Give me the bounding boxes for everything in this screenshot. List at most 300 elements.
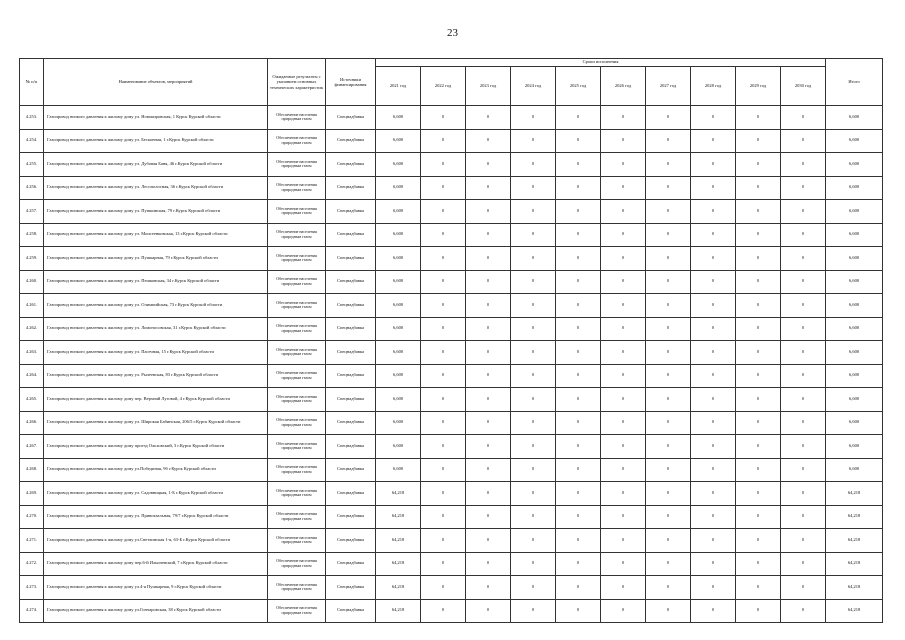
year-value: 0 xyxy=(511,552,556,576)
row-number: 4.263. xyxy=(20,341,44,365)
row-total: 6,600 xyxy=(826,270,883,294)
year-value: 0 xyxy=(421,341,466,365)
year-value: 0 xyxy=(646,153,691,177)
object-name: Газопровод низкого давления к жилому дому ул. Рылеевская, 83 г.Курск Курской области xyxy=(44,364,268,388)
row-total: 6,600 xyxy=(826,176,883,200)
year-value: 0 xyxy=(511,529,556,553)
year-value: 0 xyxy=(466,576,511,600)
year-value: 0 xyxy=(781,576,826,600)
year-value: 0 xyxy=(421,129,466,153)
year-value: 0 xyxy=(646,341,691,365)
row-number: 4.264. xyxy=(20,364,44,388)
row-total: 6,600 xyxy=(826,388,883,412)
year-value: 0 xyxy=(781,129,826,153)
funding-source: Спецнадбавка xyxy=(326,505,376,529)
year-value: 0 xyxy=(601,482,646,506)
year-value: 0 xyxy=(691,505,736,529)
year-value: 0 xyxy=(421,435,466,459)
year-value: 0 xyxy=(511,599,556,623)
year-value: 0 xyxy=(691,223,736,247)
row-total: 6,600 xyxy=(826,106,883,130)
year-value: 6,600 xyxy=(376,223,421,247)
year-value: 0 xyxy=(601,599,646,623)
row-number: 4.268. xyxy=(20,458,44,482)
year-value: 0 xyxy=(421,458,466,482)
header-year: 2028 год xyxy=(691,67,736,106)
header-year: 2022 год xyxy=(421,67,466,106)
year-value: 0 xyxy=(781,482,826,506)
year-value: 0 xyxy=(511,270,556,294)
year-value: 0 xyxy=(691,435,736,459)
object-name: Газопровод низкого давления к жилому дому ул. Широкая Бабинская, 206/5 г.Курск Курской области xyxy=(44,411,268,435)
year-value: 0 xyxy=(736,364,781,388)
year-value: 0 xyxy=(691,247,736,271)
year-value: 0 xyxy=(421,176,466,200)
year-value: 0 xyxy=(781,200,826,224)
year-value: 0 xyxy=(646,106,691,130)
year-value: 0 xyxy=(421,200,466,224)
year-value: 0 xyxy=(691,599,736,623)
funding-source: Спецнадбавка xyxy=(326,106,376,130)
table-row xyxy=(20,529,883,553)
year-value: 0 xyxy=(421,223,466,247)
row-total: 6,600 xyxy=(826,294,883,318)
year-value: 6,600 xyxy=(376,388,421,412)
header-source: Источники финансирования xyxy=(326,59,376,106)
year-value: 0 xyxy=(781,411,826,435)
expected-result: Обеспечение населения природным газом xyxy=(268,482,326,506)
year-value: 0 xyxy=(421,106,466,130)
year-value: 0 xyxy=(421,552,466,576)
row-number: 4.271. xyxy=(20,529,44,553)
row-number: 4.267. xyxy=(20,435,44,459)
year-value: 6,600 xyxy=(376,200,421,224)
year-value: 0 xyxy=(511,106,556,130)
funding-source: Спецнадбавка xyxy=(326,200,376,224)
year-value: 6,600 xyxy=(376,317,421,341)
year-value: 6,600 xyxy=(376,176,421,200)
table-row xyxy=(20,223,883,247)
object-name: Газопровод низкого давления к жилому дому проезд Ольховский, 3 г.Курск Курской области xyxy=(44,435,268,459)
year-value: 0 xyxy=(646,552,691,576)
year-value: 0 xyxy=(466,435,511,459)
year-value: 0 xyxy=(601,176,646,200)
year-value: 0 xyxy=(601,341,646,365)
year-value: 0 xyxy=(646,364,691,388)
row-total: 6,600 xyxy=(826,341,883,365)
expected-result: Обеспечение населения природным газом xyxy=(268,176,326,200)
year-value: 0 xyxy=(691,576,736,600)
row-number: 4.258. xyxy=(20,223,44,247)
year-value: 0 xyxy=(781,529,826,553)
year-value: 0 xyxy=(601,552,646,576)
year-value: 0 xyxy=(466,458,511,482)
program-table xyxy=(19,58,883,623)
year-value: 0 xyxy=(601,576,646,600)
year-value: 0 xyxy=(556,223,601,247)
header-total: Итого xyxy=(826,59,883,106)
row-number: 4.270. xyxy=(20,505,44,529)
row-total: 64,218 xyxy=(826,529,883,553)
year-value: 0 xyxy=(556,270,601,294)
table-body xyxy=(20,106,883,623)
object-name: Газопровод низкого давления к жилому дому ул. Новокировская, 1 Курск Курской области xyxy=(44,106,268,130)
year-value: 0 xyxy=(421,270,466,294)
year-value: 0 xyxy=(646,129,691,153)
expected-result: Обеспечение населения природным газом xyxy=(268,223,326,247)
year-value: 0 xyxy=(466,176,511,200)
expected-result: Обеспечение населения природным газом xyxy=(268,435,326,459)
expected-result: Обеспечение населения природным газом xyxy=(268,388,326,412)
year-value: 0 xyxy=(556,435,601,459)
year-value: 6,600 xyxy=(376,106,421,130)
row-number: 4.272. xyxy=(20,552,44,576)
year-value: 0 xyxy=(646,317,691,341)
row-total: 6,600 xyxy=(826,223,883,247)
expected-result: Обеспечение населения природным газом xyxy=(268,341,326,365)
row-total: 6,600 xyxy=(826,411,883,435)
header-year: 2021 год xyxy=(376,67,421,106)
funding-source: Спецнадбавка xyxy=(326,576,376,600)
table-row xyxy=(20,576,883,600)
object-name: Газопровод низкого давления к жилому дому ул. Дубовая Баня, 46 г.Курск Курской области xyxy=(44,153,268,177)
year-value: 0 xyxy=(601,294,646,318)
year-value: 0 xyxy=(511,411,556,435)
year-value: 6,600 xyxy=(376,364,421,388)
year-value: 0 xyxy=(736,294,781,318)
funding-source: Спецнадбавка xyxy=(326,247,376,271)
year-value: 0 xyxy=(601,505,646,529)
year-value: 0 xyxy=(601,129,646,153)
year-value: 0 xyxy=(421,411,466,435)
year-value: 0 xyxy=(601,106,646,130)
object-name: Газопровод низкого давления к жилому дому ул. Лесополосная, 36 г.Курск Курской области xyxy=(44,176,268,200)
year-value: 0 xyxy=(601,270,646,294)
year-value: 0 xyxy=(781,294,826,318)
funding-source: Спецнадбавка xyxy=(326,153,376,177)
year-value: 0 xyxy=(466,223,511,247)
object-name: Газопровод низкого давления к жилому дому ул. Пасечная, 15 г.Курск Курской области xyxy=(44,341,268,365)
year-value: 0 xyxy=(511,364,556,388)
year-value: 0 xyxy=(421,505,466,529)
table-header xyxy=(20,59,883,106)
year-value: 0 xyxy=(556,458,601,482)
expected-result: Обеспечение населения природным газом xyxy=(268,599,326,623)
year-value: 0 xyxy=(736,529,781,553)
funding-source: Спецнадбавка xyxy=(326,529,376,553)
year-value: 0 xyxy=(691,294,736,318)
year-value: 0 xyxy=(511,129,556,153)
expected-result: Обеспечение населения природным газом xyxy=(268,129,326,153)
year-value: 0 xyxy=(466,552,511,576)
table-row xyxy=(20,129,883,153)
year-value: 0 xyxy=(781,458,826,482)
year-value: 0 xyxy=(511,223,556,247)
object-name: Газопровод низкого давления к жилому дому ул. Привокзальная, 79/7 г.Курск Курской области xyxy=(44,505,268,529)
year-value: 0 xyxy=(511,505,556,529)
year-value: 0 xyxy=(466,317,511,341)
funding-source: Спецнадбавка xyxy=(326,435,376,459)
funding-source: Спецнадбавка xyxy=(326,317,376,341)
year-value: 0 xyxy=(511,317,556,341)
year-value: 64,218 xyxy=(376,576,421,600)
header-year: 2029 год xyxy=(736,67,781,106)
funding-source: Спецнадбавка xyxy=(326,482,376,506)
year-value: 0 xyxy=(781,247,826,271)
year-value: 0 xyxy=(601,153,646,177)
year-value: 0 xyxy=(511,176,556,200)
object-name: Газопровод низкого давления к жилому дому пер.6-й Ильичевский, 7 г.Курск Курской области xyxy=(44,552,268,576)
year-value: 0 xyxy=(601,200,646,224)
year-value: 0 xyxy=(691,106,736,130)
year-value: 0 xyxy=(556,247,601,271)
funding-source: Спецнадбавка xyxy=(326,411,376,435)
year-value: 0 xyxy=(556,411,601,435)
year-value: 0 xyxy=(466,270,511,294)
row-number: 4.273. xyxy=(20,576,44,600)
expected-result: Обеспечение населения природным газом xyxy=(268,247,326,271)
expected-result: Обеспечение населения природным газом xyxy=(268,552,326,576)
object-name: Газопровод низкого давления к жилому дому ул. Ломоносовская, 31 г.Курск Курской области xyxy=(44,317,268,341)
funding-source: Спецнадбавка xyxy=(326,223,376,247)
expected-result: Обеспечение населения природным газом xyxy=(268,294,326,318)
row-number: 4.262. xyxy=(20,317,44,341)
year-value: 0 xyxy=(421,247,466,271)
year-value: 0 xyxy=(601,317,646,341)
row-total: 6,600 xyxy=(826,364,883,388)
year-value: 0 xyxy=(556,505,601,529)
table-row xyxy=(20,458,883,482)
header-name: Наименование объектов, мероприятий xyxy=(44,59,268,106)
row-total: 64,218 xyxy=(826,482,883,506)
year-value: 0 xyxy=(646,200,691,224)
year-value: 0 xyxy=(601,247,646,271)
year-value: 0 xyxy=(736,411,781,435)
year-value: 0 xyxy=(511,482,556,506)
row-number: 4.266. xyxy=(20,411,44,435)
row-total: 6,600 xyxy=(826,200,883,224)
row-total: 64,218 xyxy=(826,505,883,529)
header-year: 2023 год xyxy=(466,67,511,106)
row-total: 6,600 xyxy=(826,129,883,153)
year-value: 0 xyxy=(691,341,736,365)
year-value: 0 xyxy=(466,505,511,529)
row-number: 4.253. xyxy=(20,106,44,130)
year-value: 0 xyxy=(511,458,556,482)
header-year: 2025 год xyxy=(556,67,601,106)
object-name: Газопровод низкого давления к жилому дому ул.4-я Пушкарная, 9 г.Курск Курской области xyxy=(44,576,268,600)
table-row xyxy=(20,176,883,200)
table-row xyxy=(20,599,883,623)
row-number: 4.260. xyxy=(20,270,44,294)
object-name: Газопровод низкого давления к жилому дому ул. Моисеенковская, 13 г.Курск Курской области xyxy=(44,223,268,247)
year-value: 0 xyxy=(421,576,466,600)
year-value: 0 xyxy=(736,247,781,271)
year-value: 0 xyxy=(556,200,601,224)
row-number: 4.254. xyxy=(20,129,44,153)
table-row xyxy=(20,294,883,318)
table-row xyxy=(20,482,883,506)
table-row xyxy=(20,270,883,294)
header-purpose: Ожидаемые результаты с указанием основных технических характеристик xyxy=(268,59,326,106)
funding-source: Спецнадбавка xyxy=(326,176,376,200)
year-value: 0 xyxy=(466,294,511,318)
year-value: 0 xyxy=(466,106,511,130)
header-year: 2030 год xyxy=(781,67,826,106)
year-value: 0 xyxy=(511,200,556,224)
year-value: 0 xyxy=(556,552,601,576)
year-value: 0 xyxy=(556,294,601,318)
expected-result: Обеспечение населения природным газом xyxy=(268,364,326,388)
year-value: 64,218 xyxy=(376,482,421,506)
funding-source: Спецнадбавка xyxy=(326,364,376,388)
year-value: 0 xyxy=(646,529,691,553)
funding-source: Спецнадбавка xyxy=(326,294,376,318)
object-name: Газопровод низкого давления к жилому дому ул. Садовницкая, 1-Б г.Курск Курской области xyxy=(44,482,268,506)
header-period-group: Сроки исполнения xyxy=(376,59,826,67)
header-year: 2024 год xyxy=(511,67,556,106)
year-value: 0 xyxy=(511,388,556,412)
year-value: 0 xyxy=(421,599,466,623)
year-value: 0 xyxy=(736,552,781,576)
year-value: 0 xyxy=(646,435,691,459)
year-value: 0 xyxy=(466,153,511,177)
row-number: 4.255. xyxy=(20,153,44,177)
object-name: Газопровод низкого давления к жилому дому ул.Побединая, 9б г.Курск Курской области xyxy=(44,458,268,482)
year-value: 64,218 xyxy=(376,552,421,576)
row-total: 6,600 xyxy=(826,247,883,271)
year-value: 0 xyxy=(466,129,511,153)
year-value: 0 xyxy=(691,458,736,482)
object-name: Газопровод низкого давления к жилому дому ул. Олимпийская, 73 г.Курск Курской области xyxy=(44,294,268,318)
row-total: 6,600 xyxy=(826,435,883,459)
funding-source: Спецнадбавка xyxy=(326,341,376,365)
year-value: 0 xyxy=(781,341,826,365)
year-value: 0 xyxy=(466,200,511,224)
table-row xyxy=(20,505,883,529)
year-value: 0 xyxy=(781,552,826,576)
year-value: 0 xyxy=(556,317,601,341)
year-value: 0 xyxy=(556,599,601,623)
year-value: 0 xyxy=(736,576,781,600)
object-name: Газопровод низкого давления к жилому дому ул. Пушкинская, 79 г.Курск Курской области xyxy=(44,200,268,224)
year-value: 0 xyxy=(601,529,646,553)
year-value: 0 xyxy=(556,482,601,506)
table-row xyxy=(20,153,883,177)
year-value: 0 xyxy=(421,364,466,388)
year-value: 64,218 xyxy=(376,505,421,529)
year-value: 0 xyxy=(556,364,601,388)
year-value: 0 xyxy=(466,341,511,365)
year-value: 0 xyxy=(736,458,781,482)
year-value: 0 xyxy=(736,129,781,153)
year-value: 0 xyxy=(781,388,826,412)
year-value: 0 xyxy=(781,270,826,294)
year-value: 0 xyxy=(781,364,826,388)
year-value: 0 xyxy=(421,294,466,318)
header-num: № п/п xyxy=(20,59,44,106)
year-value: 0 xyxy=(466,388,511,412)
year-value: 0 xyxy=(781,317,826,341)
expected-result: Обеспечение населения природным газом xyxy=(268,458,326,482)
year-value: 0 xyxy=(421,317,466,341)
year-value: 0 xyxy=(781,176,826,200)
expected-result: Обеспечение населения природным газом xyxy=(268,200,326,224)
year-value: 0 xyxy=(691,153,736,177)
year-value: 0 xyxy=(736,106,781,130)
year-value: 0 xyxy=(556,529,601,553)
year-value: 6,600 xyxy=(376,294,421,318)
row-number: 4.259. xyxy=(20,247,44,271)
year-value: 0 xyxy=(736,599,781,623)
header-year: 2026 год xyxy=(601,67,646,106)
row-total: 6,600 xyxy=(826,153,883,177)
year-value: 0 xyxy=(601,388,646,412)
table-row xyxy=(20,435,883,459)
year-value: 0 xyxy=(691,270,736,294)
year-value: 0 xyxy=(781,153,826,177)
year-value: 0 xyxy=(736,317,781,341)
object-name: Газопровод низкого давления к жилому дому ул.Светлинская 1-я, 63-Б г.Курск Курской области xyxy=(44,529,268,553)
table-row xyxy=(20,341,883,365)
year-value: 0 xyxy=(736,505,781,529)
object-name: Газопровод низкого давления к жилому дому ул. Пушкарная, 79 г.Курск Курской области xyxy=(44,247,268,271)
object-name: Газопровод низкого давления к жилому дому пер. Верхний Луговой, 4 г.Курск Курской области xyxy=(44,388,268,412)
year-value: 0 xyxy=(691,129,736,153)
row-total: 64,218 xyxy=(826,576,883,600)
year-value: 0 xyxy=(511,247,556,271)
year-value: 6,600 xyxy=(376,270,421,294)
expected-result: Обеспечение населения природным газом xyxy=(268,411,326,435)
year-value: 0 xyxy=(466,411,511,435)
year-value: 6,600 xyxy=(376,458,421,482)
year-value: 0 xyxy=(556,129,601,153)
row-number: 4.265. xyxy=(20,388,44,412)
year-value: 0 xyxy=(511,435,556,459)
year-value: 6,600 xyxy=(376,435,421,459)
object-name: Газопровод низкого давления к жилому дому ул. Бесконная, 1 г.Курск Курской области xyxy=(44,129,268,153)
year-value: 0 xyxy=(691,176,736,200)
expected-result: Обеспечение населения природным газом xyxy=(268,505,326,529)
year-value: 6,600 xyxy=(376,153,421,177)
year-value: 0 xyxy=(646,576,691,600)
year-value: 0 xyxy=(646,247,691,271)
header-year: 2027 год xyxy=(646,67,691,106)
expected-result: Обеспечение населения природным газом xyxy=(268,529,326,553)
year-value: 0 xyxy=(646,599,691,623)
year-value: 0 xyxy=(781,223,826,247)
expected-result: Обеспечение населения природным газом xyxy=(268,270,326,294)
row-total: 6,600 xyxy=(826,458,883,482)
year-value: 0 xyxy=(736,482,781,506)
year-value: 0 xyxy=(466,247,511,271)
year-value: 0 xyxy=(646,505,691,529)
year-value: 0 xyxy=(646,482,691,506)
year-value: 0 xyxy=(466,364,511,388)
year-value: 0 xyxy=(736,223,781,247)
year-value: 0 xyxy=(781,599,826,623)
year-value: 0 xyxy=(421,388,466,412)
object-name: Газопровод низкого давления к жилому дому ул. Пешковская, 34 г.Курск Курской области xyxy=(44,270,268,294)
row-total: 64,218 xyxy=(826,599,883,623)
year-value: 0 xyxy=(736,388,781,412)
year-value: 0 xyxy=(421,482,466,506)
funding-source: Спецнадбавка xyxy=(326,388,376,412)
year-value: 0 xyxy=(556,388,601,412)
year-value: 0 xyxy=(691,317,736,341)
year-value: 0 xyxy=(511,576,556,600)
year-value: 0 xyxy=(691,529,736,553)
